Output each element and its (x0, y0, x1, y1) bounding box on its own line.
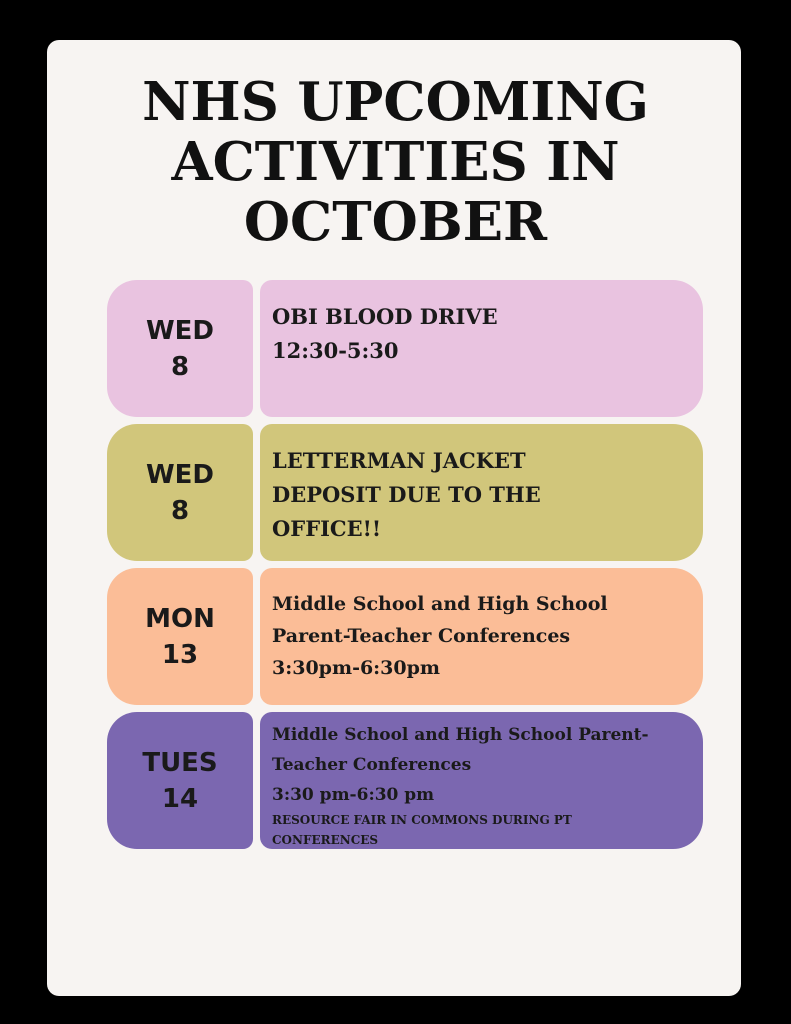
event-line: Parent-Teacher Conferences (272, 625, 571, 647)
event-details-box (260, 280, 703, 417)
event-line: OBI BLOOD DRIVE (272, 304, 498, 329)
event-line: LETTERMAN JACKET (272, 448, 526, 473)
event-line: OFFICE!! (272, 516, 382, 541)
event-line: DEPOSIT DUE TO THE (272, 482, 541, 507)
event-date: 13 (161, 639, 199, 670)
event-day: WED (145, 459, 215, 490)
title-line: NHS UPCOMING (142, 71, 649, 133)
event-date-box (107, 712, 253, 849)
event-day: MON (145, 603, 215, 634)
event-date-box (107, 280, 253, 417)
event-line: Teacher Conferences (272, 755, 472, 775)
event-note: CONFERENCES (272, 833, 379, 847)
event-date-box (107, 424, 253, 561)
event-line: 3:30 pm-6:30 pm (272, 785, 435, 805)
event-line: 3:30pm-6:30pm (272, 657, 441, 679)
event-date: 8 (170, 495, 190, 526)
title-line: ACTIVITIES IN (171, 131, 620, 193)
event-day: WED (145, 315, 215, 346)
event-date-box (107, 568, 253, 705)
event-note: RESOURCE FAIR IN COMMONS DURING PT (272, 813, 572, 827)
event-day: TUES (142, 747, 218, 778)
event-line: 12:30-5:30 (272, 338, 399, 363)
event-line: Middle School and High School (272, 593, 608, 615)
event-date: 8 (170, 351, 190, 382)
event-details-box (260, 568, 703, 705)
event-details-box (260, 712, 703, 849)
event-line: Middle School and High School Parent- (272, 725, 649, 745)
title-line: OCTOBER (243, 191, 548, 253)
event-date: 14 (161, 783, 199, 814)
page-title (0, 72, 791, 252)
event-details-box (260, 424, 703, 561)
